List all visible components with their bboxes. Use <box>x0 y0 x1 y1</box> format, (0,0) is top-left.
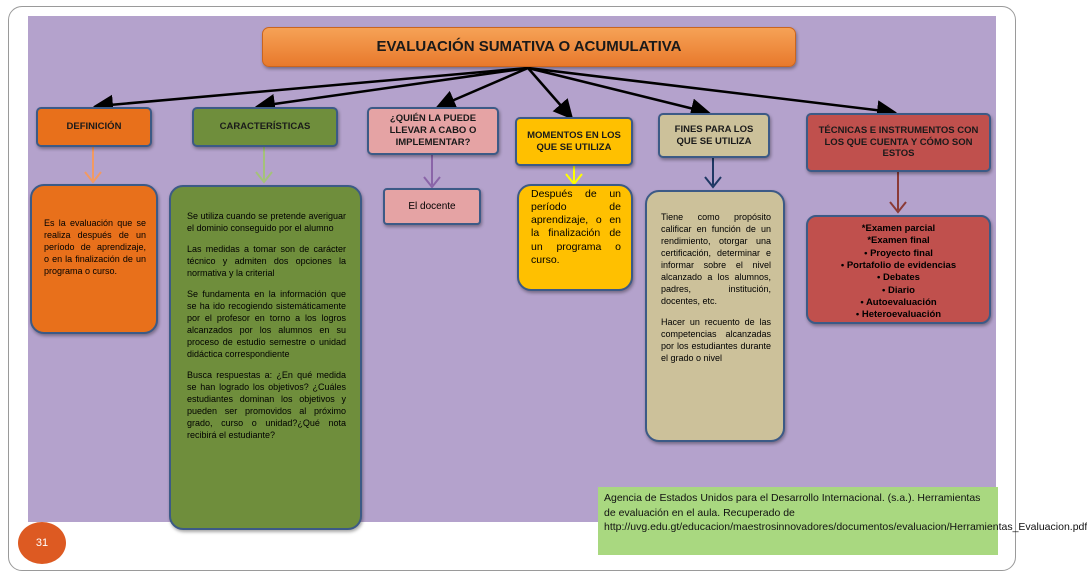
tecnica-item: • Proyecto final <box>864 247 933 259</box>
heading-tecnicas: TÉCNICAS E INSTRUMENTOS CON LOS QUE CUENTA Y CÓMO SON ESTOS <box>806 113 991 172</box>
heading-quien: ¿QUIÉN LA PUEDE LLEVAR A CABO O IMPLEMENTAR? <box>367 107 499 155</box>
fines-item: Hacer un recuento de las competencias alcanzadas por los estudiantes durante el grado o nivel <box>661 316 771 363</box>
content-definicion <box>30 184 158 334</box>
caracteristica-item: Se utiliza cuando se pretende averiguar el dominio conseguido por el alumno <box>187 211 346 233</box>
content-caracteristicas <box>169 185 362 530</box>
tecnica-item: • Debates <box>877 272 920 284</box>
arrow-to-fines <box>528 68 706 112</box>
heading-caracteristicas: CARACTERÍSTICAS <box>192 107 338 147</box>
momentos-text: Después de un período de aprendizaje, o en la finalización de un programa o curso. <box>531 188 621 266</box>
content-tecnicas <box>806 215 991 324</box>
tecnica-item: • Portafolio de evidencias <box>840 260 957 272</box>
caracteristica-item: Se fundamenta en la información que se ha ido recogiendo sistemáticamente por el profesor en torno a los logros alcanzados por los alumnos en su proceso de estudio semestre o unidad didáctica correspondiente <box>187 288 346 359</box>
heading-fines: FINES PARA LOS QUE SE UTILIZA <box>658 113 770 158</box>
tecnica-item: • Heteroevaluación <box>855 309 942 321</box>
reference-citation: Agencia de Estados Unidos para el Desarrollo Internacional. (s.a.). Herramientas de evaluación en el aula. Recuperado de http://uvg.edu.gt/educacion/maestrosinnovadores/documentos/evaluacion/Herramientas_Evaluacion.pdf <box>598 487 998 555</box>
down-arrow-caracteristicas <box>256 147 272 182</box>
down-arrow-tecnicas <box>890 172 906 212</box>
heading-definicion: DEFINICIÓN <box>36 107 152 147</box>
content-quien <box>383 188 481 225</box>
heading-momentos: MOMENTOS EN LOS QUE SE UTILIZA <box>515 117 633 166</box>
page-number-badge: 31 <box>18 522 66 564</box>
arrow-to-tecnicas <box>528 68 892 112</box>
tecnica-item: • Autoevaluación <box>860 297 937 309</box>
tecnicas-list <box>816 223 981 322</box>
arrow-to-momentos <box>528 68 570 116</box>
down-arrow-quien <box>424 155 440 187</box>
down-arrow-momentos <box>566 166 582 184</box>
down-arrow-fines <box>705 158 721 187</box>
diagram-title: EVALUACIÓN SUMATIVA O ACUMULATIVA <box>262 27 796 67</box>
caracteristica-item: Las medidas a tomar son de carácter técnico y admiten dos opciones la normativa y la criterial <box>187 243 346 278</box>
tecnica-item: *Examen final <box>867 235 930 247</box>
down-arrow-definicion <box>85 147 101 182</box>
content-fines <box>645 190 785 442</box>
arrow-to-definicion <box>98 68 528 106</box>
quien-text: El docente <box>408 200 456 212</box>
fines-item: Tiene como propósito calificar en función de un rendimiento, otorgar una certificación, determinar e informar sobre el nivel alcanzado a los alumnos, padres, institución, docentes, etc. <box>661 212 771 306</box>
definicion-text: Es la evaluación que se realiza después de un período de aprendizaje, o en la finalización de un programa o curso. <box>44 218 146 276</box>
tecnica-item: • Diario <box>882 284 915 296</box>
caracteristica-item: Busca respuestas a: ¿En qué medida se han logrado los objetivos? ¿Cuáles estudiantes dominan los objetivos y pueden ser promovidos al próximo grado, curso o unidad?¿Qué nota recibirá el estudiante? <box>187 369 346 440</box>
content-momentos <box>517 184 633 291</box>
tecnica-item: *Examen parcial <box>861 223 936 234</box>
